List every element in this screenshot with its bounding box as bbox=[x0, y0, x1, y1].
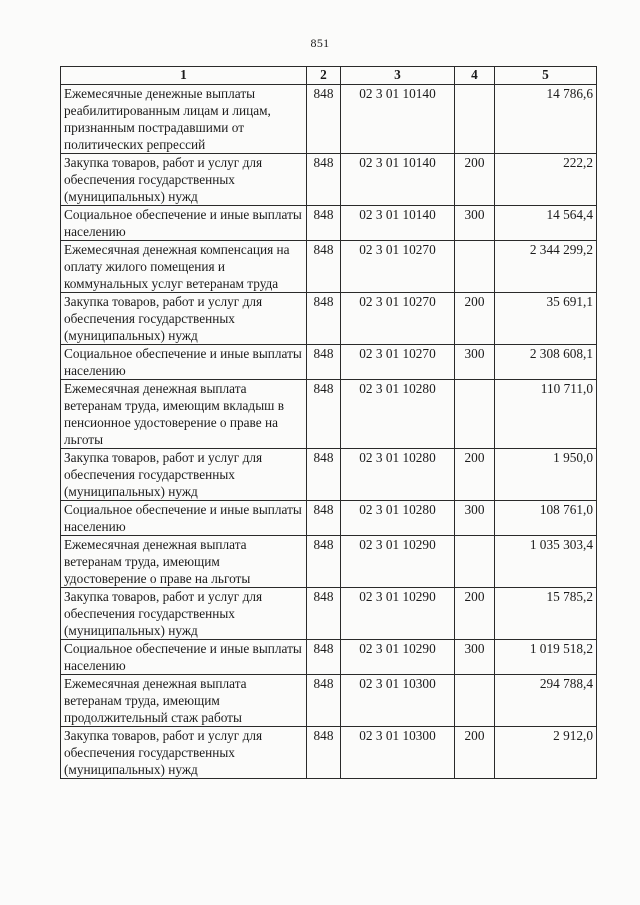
row-gr-code: 848 bbox=[307, 640, 341, 675]
row-name: Закупка товаров, работ и услуг для обеспечения государственных (муниципальных) нужд bbox=[61, 727, 307, 779]
table-row bbox=[61, 727, 597, 779]
row-name: Закупка товаров, работ и услуг для обеспечения государственных (муниципальных) нужд bbox=[61, 588, 307, 640]
row-gr-code: 848 bbox=[307, 154, 341, 206]
budget-table bbox=[60, 66, 597, 779]
table-row bbox=[61, 154, 597, 206]
row-vr-code bbox=[455, 380, 495, 449]
row-amount: 222,2 bbox=[495, 154, 597, 206]
table-row bbox=[61, 345, 597, 380]
row-name: Ежемесячные денежные выплаты реабилитированным лицам и лицам, признанным пострадавшими от политических репрессий bbox=[61, 85, 307, 154]
row-vr-code bbox=[455, 675, 495, 727]
row-amount: 2 912,0 bbox=[495, 727, 597, 779]
row-cs-code: 02 3 01 10280 bbox=[341, 380, 455, 449]
row-name: Ежемесячная денежная выплата ветеранам труда, имеющим удостоверение о праве на льготы bbox=[61, 536, 307, 588]
row-gr-code: 848 bbox=[307, 588, 341, 640]
row-name: Ежемесячная денежная компенсация на оплату жилого помещения и коммунальных услуг ветеранам труда bbox=[61, 241, 307, 293]
table-row bbox=[61, 85, 597, 154]
row-vr-code bbox=[455, 241, 495, 293]
table-row bbox=[61, 536, 597, 588]
page-number: 851 bbox=[310, 36, 330, 50]
row-cs-code: 02 3 01 10300 bbox=[341, 727, 455, 779]
row-vr-code: 300 bbox=[455, 345, 495, 380]
table-row bbox=[61, 675, 597, 727]
row-gr-code: 848 bbox=[307, 380, 341, 449]
table-row bbox=[61, 206, 597, 241]
table-row bbox=[61, 449, 597, 501]
row-vr-code: 200 bbox=[455, 293, 495, 345]
row-cs-code: 02 3 01 10290 bbox=[341, 588, 455, 640]
row-amount: 2 308 608,1 bbox=[495, 345, 597, 380]
row-gr-code: 848 bbox=[307, 345, 341, 380]
row-vr-code: 300 bbox=[455, 501, 495, 536]
row-amount: 2 344 299,2 bbox=[495, 241, 597, 293]
row-cs-code: 02 3 01 10140 bbox=[341, 85, 455, 154]
row-vr-code: 300 bbox=[455, 206, 495, 241]
row-vr-code bbox=[455, 536, 495, 588]
header-col-3: 3 bbox=[341, 67, 455, 85]
row-cs-code: 02 3 01 10300 bbox=[341, 675, 455, 727]
row-gr-code: 848 bbox=[307, 449, 341, 501]
row-gr-code: 848 bbox=[307, 241, 341, 293]
row-gr-code: 848 bbox=[307, 293, 341, 345]
row-name: Социальное обеспечение и иные выплаты населению bbox=[61, 206, 307, 241]
header-col-1: 1 bbox=[61, 67, 307, 85]
row-cs-code: 02 3 01 10270 bbox=[341, 293, 455, 345]
table-row bbox=[61, 380, 597, 449]
row-amount: 294 788,4 bbox=[495, 675, 597, 727]
row-name: Закупка товаров, работ и услуг для обеспечения государственных (муниципальных) нужд bbox=[61, 293, 307, 345]
row-name: Закупка товаров, работ и услуг для обеспечения государственных (муниципальных) нужд bbox=[61, 449, 307, 501]
row-vr-code bbox=[455, 85, 495, 154]
row-gr-code: 848 bbox=[307, 675, 341, 727]
row-cs-code: 02 3 01 10290 bbox=[341, 640, 455, 675]
row-name: Ежемесячная денежная выплата ветеранам труда, имеющим вкладыш в пенсионное удостоверение о праве на льготы bbox=[61, 380, 307, 449]
table-row bbox=[61, 241, 597, 293]
row-name: Социальное обеспечение и иные выплаты населению bbox=[61, 640, 307, 675]
row-cs-code: 02 3 01 10140 bbox=[341, 206, 455, 241]
row-vr-code: 200 bbox=[455, 588, 495, 640]
row-cs-code: 02 3 01 10280 bbox=[341, 501, 455, 536]
row-gr-code: 848 bbox=[307, 501, 341, 536]
table-row bbox=[61, 588, 597, 640]
row-cs-code: 02 3 01 10280 bbox=[341, 449, 455, 501]
row-amount: 1 019 518,2 bbox=[495, 640, 597, 675]
row-gr-code: 848 bbox=[307, 85, 341, 154]
header-col-2: 2 bbox=[307, 67, 341, 85]
row-gr-code: 848 bbox=[307, 727, 341, 779]
row-cs-code: 02 3 01 10270 bbox=[341, 241, 455, 293]
row-amount: 110 711,0 bbox=[495, 380, 597, 449]
row-vr-code: 200 bbox=[455, 154, 495, 206]
row-vr-code: 200 bbox=[455, 727, 495, 779]
row-cs-code: 02 3 01 10140 bbox=[341, 154, 455, 206]
header-col-4: 4 bbox=[455, 67, 495, 85]
table-body bbox=[61, 85, 597, 779]
row-vr-code: 300 bbox=[455, 640, 495, 675]
header-col-5: 5 bbox=[495, 67, 597, 85]
row-name: Социальное обеспечение и иные выплаты населению bbox=[61, 501, 307, 536]
row-amount: 1 035 303,4 bbox=[495, 536, 597, 588]
row-name: Социальное обеспечение и иные выплаты населению bbox=[61, 345, 307, 380]
row-cs-code: 02 3 01 10290 bbox=[341, 536, 455, 588]
row-name: Ежемесячная денежная выплата ветеранам труда, имеющим продолжительный стаж работы bbox=[61, 675, 307, 727]
row-amount: 108 761,0 bbox=[495, 501, 597, 536]
row-cs-code: 02 3 01 10270 bbox=[341, 345, 455, 380]
row-gr-code: 848 bbox=[307, 536, 341, 588]
table-row bbox=[61, 640, 597, 675]
row-amount: 35 691,1 bbox=[495, 293, 597, 345]
row-gr-code: 848 bbox=[307, 206, 341, 241]
row-vr-code: 200 bbox=[455, 449, 495, 501]
table-header-row bbox=[61, 67, 597, 85]
row-amount: 14 786,6 bbox=[495, 85, 597, 154]
row-amount: 15 785,2 bbox=[495, 588, 597, 640]
row-amount: 14 564,4 bbox=[495, 206, 597, 241]
table-row bbox=[61, 293, 597, 345]
row-amount: 1 950,0 bbox=[495, 449, 597, 501]
table-row bbox=[61, 501, 597, 536]
row-name: Закупка товаров, работ и услуг для обеспечения государственных (муниципальных) нужд bbox=[61, 154, 307, 206]
